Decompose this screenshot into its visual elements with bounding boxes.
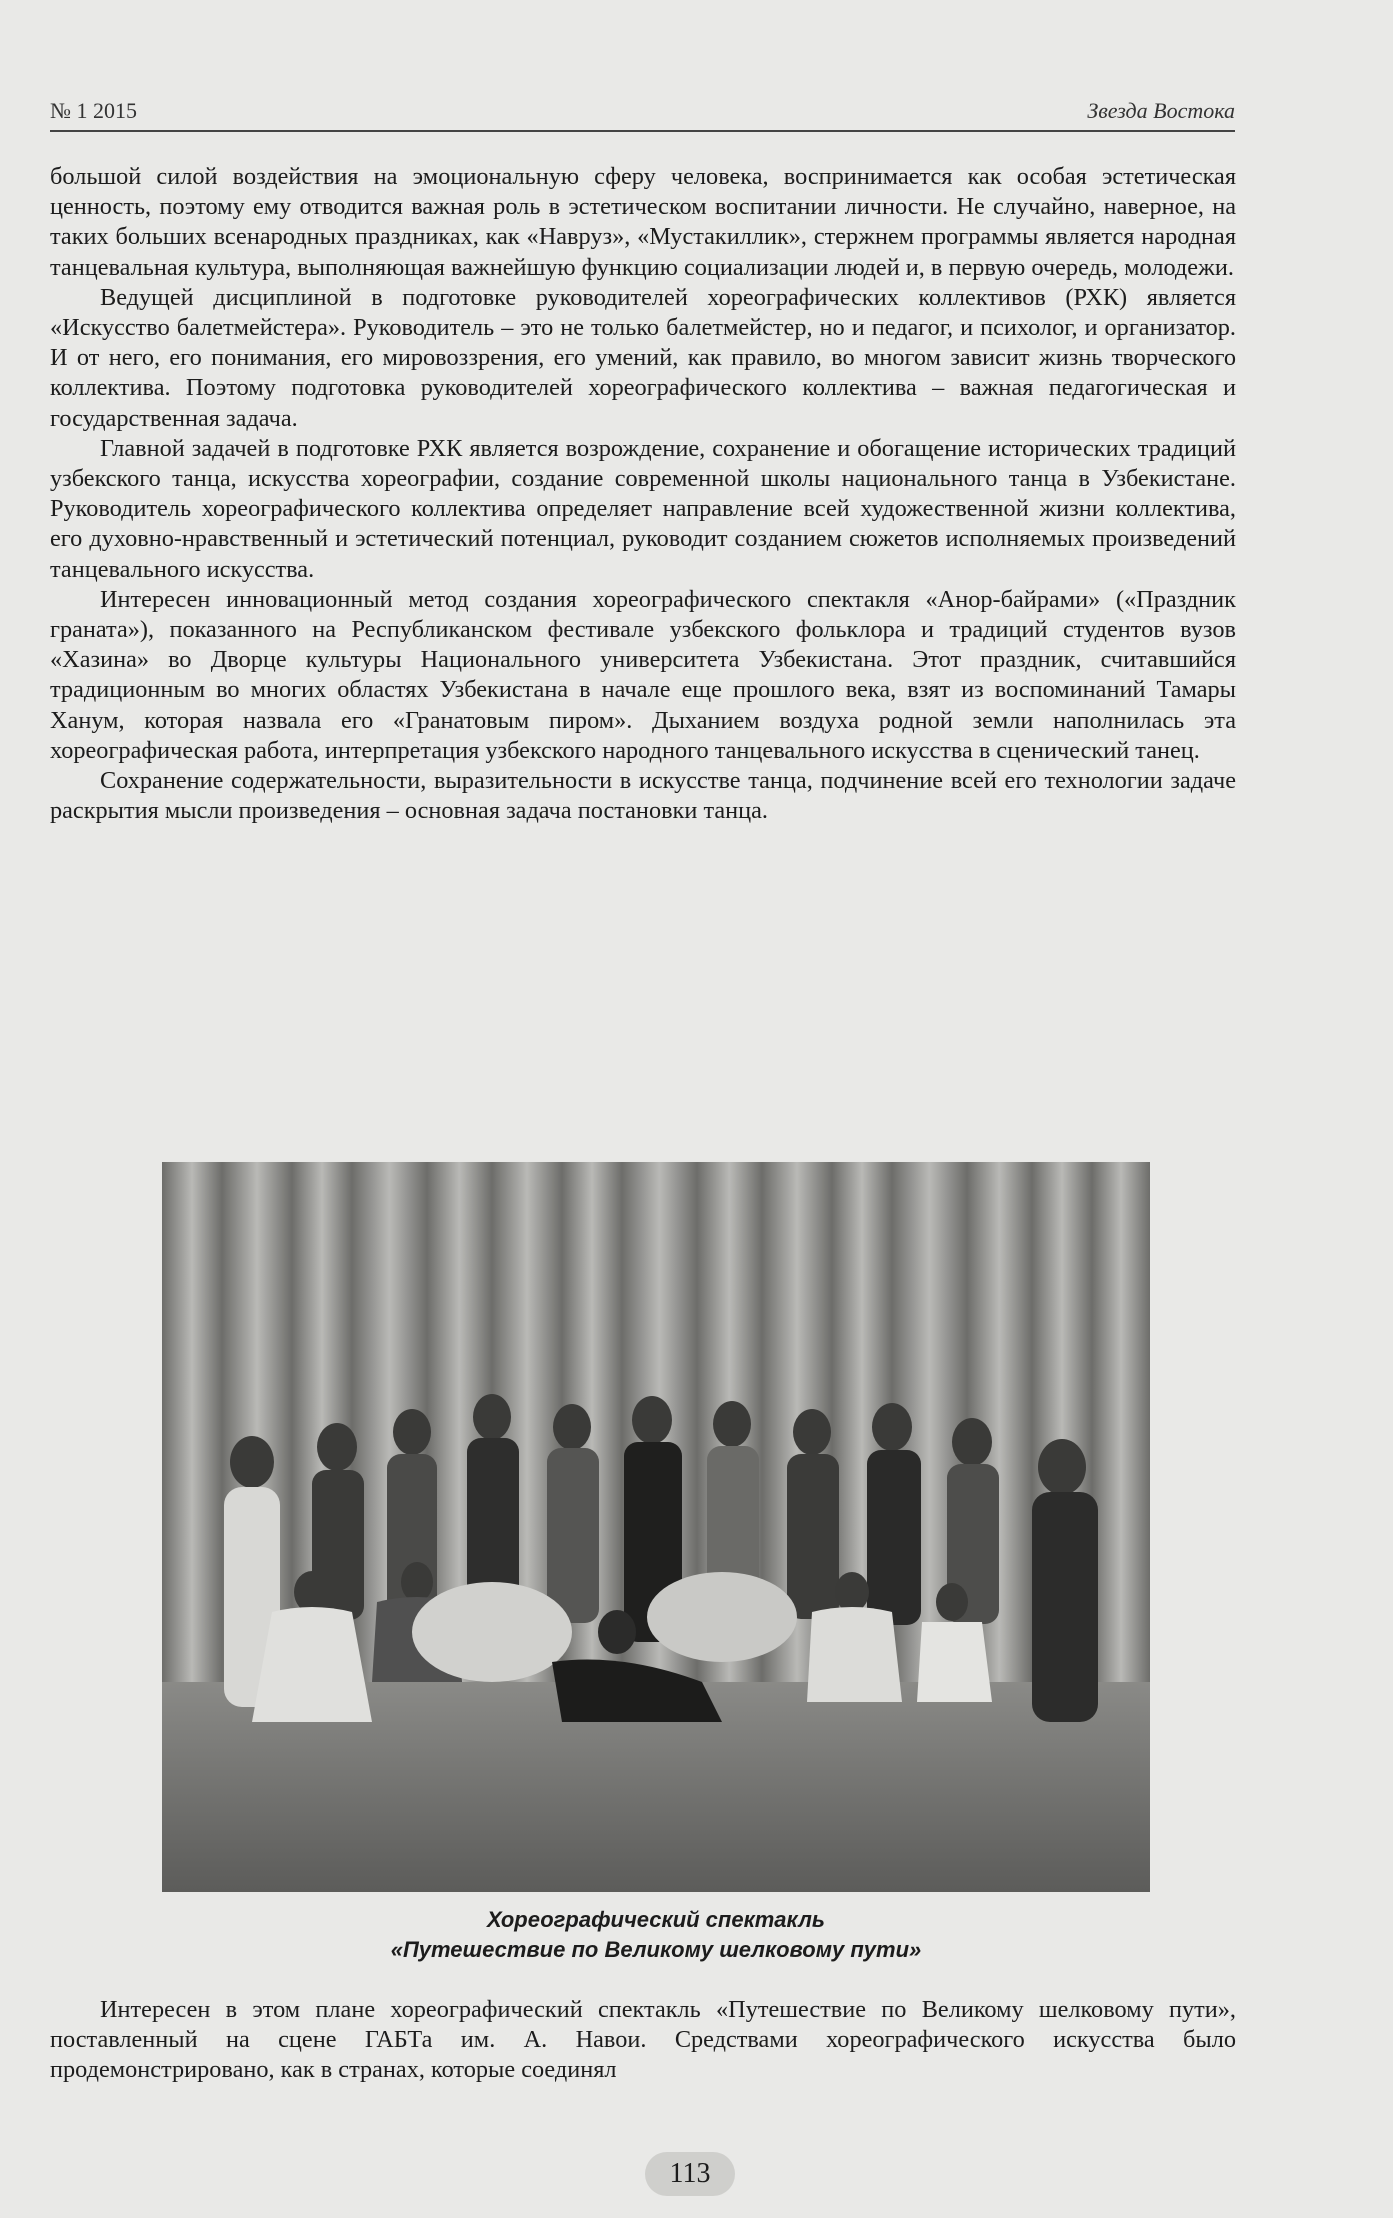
paragraph: Главной задачей в подготовке РХК является возрождение, сохранение и обогащение исторических традиций узбекского танца, искусства хореографии, создание современной школы национального танца в Узбекистане. Руководитель хореографического коллектива определяет направление всей художественной жизни коллектива, его духовно-нравственный и эстетический потенциал, руководит созданием сюжетов исполняемых произведений танцевального искусства. xyxy=(50,434,1236,583)
paragraph: Интересен в этом плане хореографический спектакль «Путешествие по Великому шелковому пути», поставленный на сцене ГАБТа им. А. Навои. Средствами хореографического искусства было продемонстрировано, как в странах, которые соединял xyxy=(50,1996,1236,2084)
article-body xyxy=(50,162,1236,826)
running-header xyxy=(50,96,1235,132)
page-number-text: 113 xyxy=(669,2158,711,2189)
journal-title: Звезда Востока xyxy=(1087,98,1235,123)
article-body-continued xyxy=(50,1995,1236,2086)
paragraph: Ведущей дисциплиной в подготовке руководителей хореографических коллективов (РХК) является «Искусство балетмейстера». Руководитель – это не только балетмейстер, но и педагог, и психолог, и организатор. И от него, его понимания, его мировоззрения, его умений, как правило, во многом зависит жизнь творческого коллектива. Поэтому подготовка руководителей хореографического коллектива – важная педагогическая и государственная задача. xyxy=(50,283,1236,432)
issue-number: № 1 2015 xyxy=(50,98,137,123)
paragraph: Интересен инновационный метод создания хореографического спектакля «Анор-байрами» («Праздник граната»), показанного на Республиканском фестивале узбекского фольклора и традиций студентов вузов «Хазина» во Дворце культуры Национального университета Узбекистана. Этот праздник, считавшийся традиционным во многих областях Узбекистана в начале еще прошлого века, взят из воспоминаний Тамары Ханум, которая назвала его «Гранатовым пиром». Дыханием воздуха родной земли наполнилась эта хореографическая работа, интерпретация узбекского народного танцевального искусства в сценический танец. xyxy=(50,585,1236,764)
paragraph: большой силой воздействия на эмоциональную сферу человека, воспринимается как особая эстетическая ценность, поэтому ему отводится важная роль в эстетическом воспитании личности. Не случайно, наверное, на таких больших всенародных праздниках, как «Навруз», «Мустакиллик», стержнем программы является народная танцевальная культура, выполняющая важнейшую функцию социализации людей и, в первую очередь, молодежи. xyxy=(50,163,1236,281)
caption-line: «Путешествие по Великому шелковому пути» xyxy=(390,1937,922,1962)
page-number xyxy=(645,2152,735,2196)
stage-photo-illustration xyxy=(162,1162,1150,1892)
paragraph: Сохранение содержательности, выразительности в искусстве танца, подчинение всей его технологии задаче раскрытия мысли произведения – основная задача постановки танца. xyxy=(50,767,1236,825)
photo-caption xyxy=(162,1905,1150,1965)
caption-line: Хореографический спектакль xyxy=(487,1907,825,1932)
ensemble-photo xyxy=(162,1162,1150,1892)
